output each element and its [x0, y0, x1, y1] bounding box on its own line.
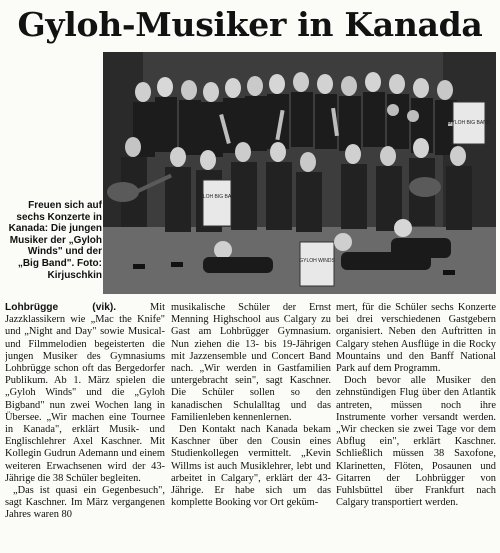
- banner-center-text: GYLOH WINDS: [299, 258, 335, 264]
- paragraph: Den Kontakt nach Kanada bekam Kaschner über den Cousin eines Studienkollegen vermittelt. „Kevin Willms ist auch Musiklehrer, lebt und arbeitet in Calgary", erklärt der 43-Jährige. Er habe sich um das komplette Booking vor Ort geküm-: [171, 424, 331, 509]
- banner-left-text: GYLOH BIG BAND: [195, 194, 239, 200]
- banner-right: [448, 102, 491, 144]
- paragraph: [5, 302, 165, 485]
- paragraph-text: Mit Jazzklassikern wie „Mac the Knife" und „Night and Day" sowie Musical- und Filmmelodien begeisterten die jungen Musiker des Gymnasiums Lohbrügge schon oft das Bergedorfer Publikum. Ab 1. März spielen die „Gyloh Winds" und die „Gyloh Bigband" nun zwei Wochen lang in Übersee. „Wir machen eine Tournee in Kanada", erklärt Musik- und Englischlehrer Axel Kaschner. Mit Kollegin Gudrun Ademann und einem weiteren Erwachsenen wird der 43-Jährige die 38 Schüler begleiten.: [5, 302, 165, 484]
- photo-caption: Freuen sich auf sechs Konzerte in Kanada: Die jungen Musiker der „Gyloh Winds" und der „Big Band". Foto: Kirjuschkin: [8, 200, 102, 281]
- paragraph: Doch bevor alle Musiker den zehnstündigen Flug über den Atlantik antreten, müssen noch ihre Instrumente vorher versandt werden. „Wir checken sie zwei Tage vor dem Abflug ein", erklärt Kaschner. Schließlich müssen 38 Saxofone, Klarinetten, Flöten, Posaunen und Gitarren der Lohbrügger von Fuhlsbüttel über Frankfurt nach Calgary transportiert werden.: [336, 375, 496, 509]
- paragraph: musikalische Schüler der Ernst Menning Highschool aus Calgary zu Gast am Lohbrügger Gymnasium. Nun ziehen die 13- bis 19-Jährigen mit Jazzensemble und Concert Band nach. „Wir werden in Gastfamilien untergebracht sein", sagt Kaschner. Die Schüler sollen so den kanadischen Schulalltag und das Familienleben kennenlernen.: [171, 302, 331, 423]
- photo-illustration: [103, 52, 496, 294]
- paragraph: „Das ist quasi ein Gegenbesuch", sagt Kaschner. Im März vergangenen Jahres waren 80: [5, 485, 165, 521]
- group-photo: [103, 52, 496, 294]
- article-column-1: [5, 302, 165, 552]
- dateline: Lohbrügge (vik).: [5, 302, 117, 313]
- paragraph: mert, für die Schüler sechs Konzerte bei drei verschiedenen Gastgebern organisiert. Neben den Auftritten in Calgary stehen Ausflüge in die Rocky Mountains und den Banff National Park auf dem Programm.: [336, 302, 496, 375]
- article-column-2: [171, 302, 331, 552]
- banner-right-text: GYLOH BIG BAND: [447, 120, 491, 126]
- article-column-3: [336, 302, 496, 552]
- headline: Gyloh-Musiker in Kanada: [17, 5, 483, 44]
- banner-center: [299, 242, 335, 286]
